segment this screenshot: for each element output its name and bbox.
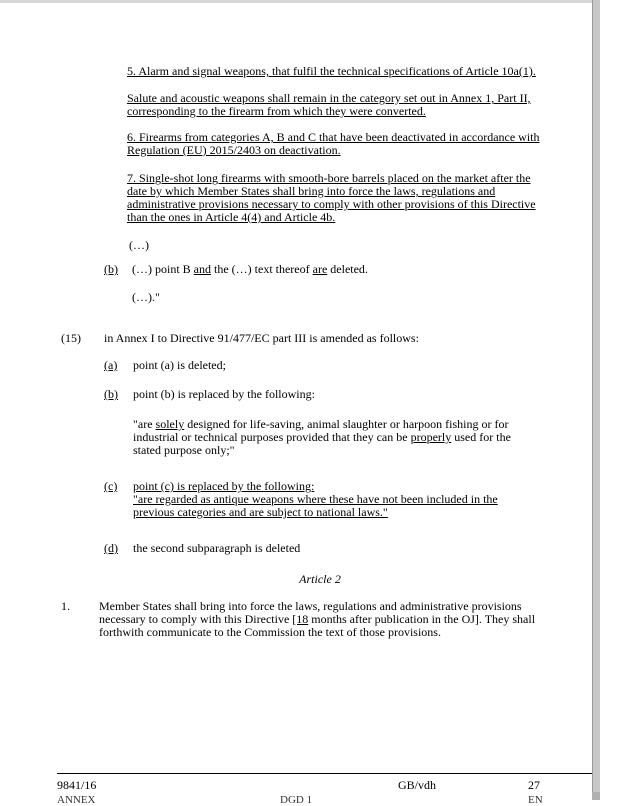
item-15-b-text: point (b) is replaced by the following: xyxy=(133,387,315,401)
scrollbar-corner xyxy=(592,792,600,800)
quote-properly: properly xyxy=(410,430,452,444)
quote-part: "are xyxy=(133,417,156,431)
item-15-b-quote xyxy=(133,418,518,457)
point-b-and: and xyxy=(193,262,211,276)
article-para-number: 1. xyxy=(61,599,70,613)
article-para-part: months after publication in the OJ]. They shall forthwith communicate to the Commission the text of those provisions. xyxy=(99,612,536,639)
footer-page-number: 27 xyxy=(528,778,540,792)
salute-paragraph: Salute and acoustic weapons shall remain in the category set out in Annex 1, Part II, corresponding to the firearm from which they were converted. xyxy=(127,91,531,118)
footer-lang-label: EN xyxy=(528,794,543,806)
article-para-part: Member States shall bring into force the laws, regulations and administrative provisions necessary to comply with this Directive xyxy=(99,599,522,626)
quote-solely: solely xyxy=(155,417,185,431)
footer-rule xyxy=(57,773,592,774)
vertical-scrollbar[interactable] xyxy=(592,0,600,800)
article-para-text xyxy=(99,600,541,639)
point-b-text-part: (…) point B xyxy=(132,262,194,276)
item-15-a-text: point (a) is deleted; xyxy=(133,358,226,372)
quote-part: used for the stated purpose only;" xyxy=(133,430,511,457)
item-15-number: (15) xyxy=(61,331,81,345)
annex-item-6: 6. Firearms from categories A, B and C that have been deactivated in accordance with Regulation (EU) 2015/2403 on deactivation. xyxy=(127,130,540,157)
quote-part: designed for life-saving, animal slaughter or harpoon fishing or for industrial or technical purposes provided that they can be xyxy=(133,417,509,444)
article-para-underlined: [18 xyxy=(292,612,309,626)
footer-doc-number: 9841/16 xyxy=(57,778,97,792)
item-15-d-text: the second subparagraph is deleted xyxy=(133,541,301,555)
point-b-text xyxy=(132,263,552,276)
point-b-are: are xyxy=(312,262,328,276)
point-b-label: (b) xyxy=(104,262,118,276)
item-15-intro: in Annex I to Directive 91/477/EC part III is amended as follows: xyxy=(104,331,419,345)
item-15-c-label: (c) xyxy=(104,479,118,493)
item-15-c-line1: point (c) is replaced by the following: xyxy=(133,479,315,493)
footer-initials: GB/vdh xyxy=(398,778,437,792)
item-15-b-label: (b) xyxy=(104,387,118,401)
article-heading: Article 2 xyxy=(299,572,341,586)
window-top-edge xyxy=(0,0,592,3)
point-b-text-part: deleted. xyxy=(327,262,368,276)
footer-annex-label: ANNEX xyxy=(57,794,96,806)
annex-item-5: 5. Alarm and signal weapons, that fulfil the technical specifications of Article 10a(1). xyxy=(127,64,536,78)
footer-dg-label: DGD 1 xyxy=(280,794,313,806)
annex-item-7: 7. Single-shot long firearms with smooth-bore barrels placed on the market after the date by which Member States shall bring into force the laws, regulations and administrative provisions necessary to comply with other provisions of this Directive than the ones in Article 4(4) and Article 4b. xyxy=(127,171,536,224)
ellipsis: (…) xyxy=(129,238,149,252)
item-15-d-label: (d) xyxy=(104,541,118,555)
point-b-text-part: the (…) text thereof xyxy=(211,262,313,276)
item-15-c-line2: "are regarded as antique weapons where these have not been included in the previous categories and are subject to national laws." xyxy=(133,492,498,519)
item-15-a-label: (a) xyxy=(104,358,118,372)
point-b-closing: (…)." xyxy=(132,290,160,304)
